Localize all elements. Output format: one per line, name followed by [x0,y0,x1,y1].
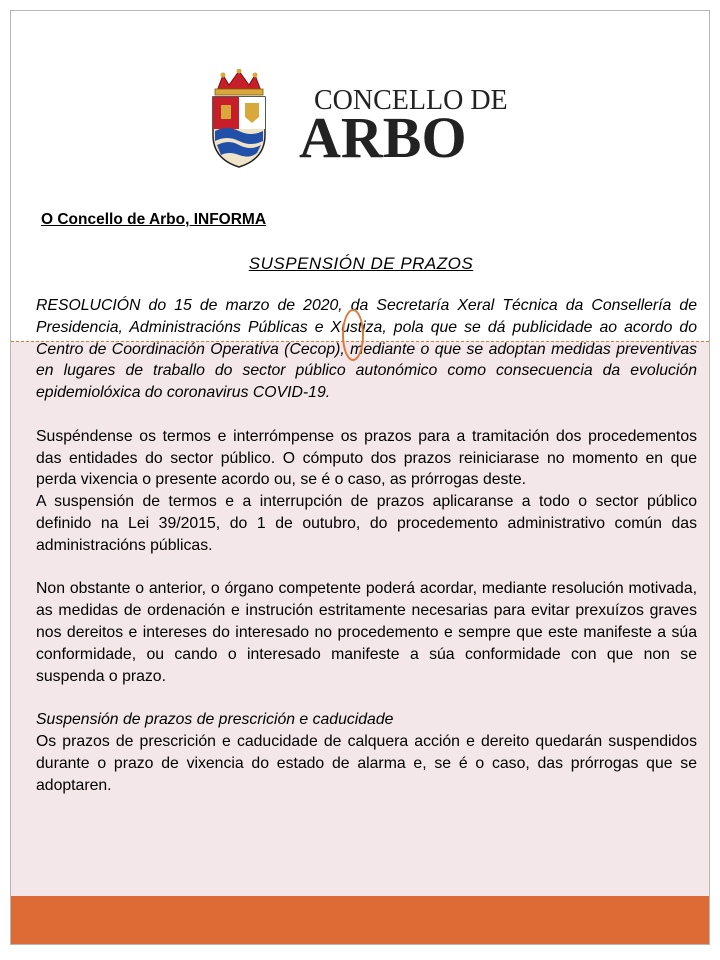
logo-line-2: ARBO [299,105,467,169]
informa-heading: O Concello de Arbo, INFORMA [41,211,267,228]
document-body [36,295,697,796]
concello-de-arbo-logo [199,69,549,169]
footer-bar [11,896,709,944]
resolution-paragraph: RESOLUCIÓN do 15 de marzo de 2020, da Secretaría Xeral Técnica da Consellería de Presidencia, Administracións Públicas e Xustiza, pola que se dá publicidade ao acordo do Centro de Coordinación Operativa (Cecop), mediante o que se adoptan medidas preventivas en lugares de traballo do sector público autonómico como consecuencia da evolución epidemiolóxica do coronavirus COVID-19. [36,297,697,402]
suspension-paragraph: Suspéndense os termos e interrómpense os prazos para a tramitación dos procedementos das entidades do sector público. O cómputo dos prazos reiniciarase no momento en que perda vixencia o presente acordo ou, se é o caso, as prórrogas deste. [36,427,697,489]
prescription-paragraph: Os prazos de prescrición e caducidade de calquera acción e dereito quedarán suspendidos durante o prazo de vixencia do estado de alarma e, se é o caso, das prórrogas que se adoptaren. [36,732,697,794]
highlight-circle [342,309,364,361]
scope-paragraph: A suspensión de termos e a interrupción de prazos aplicaranse a todo o sector público definido na Lei 39/2015, do 1 de outubro, do procedemento administrativo común das administracións públicas. [36,493,697,554]
exception-paragraph: Non obstante o anterior, o órgano competente poderá acordar, mediante resolución motivada, as medidas de ordenación e instrución estritamente necesarias para evitar prexuízos graves nos dereitos e intereses do interesado no procedemento e sempre que este manifeste a súa conformidade, ou cando o interesado manifeste a súa conformidade con que non se suspenda o prazo. [36,580,697,685]
page-title: SUSPENSIÓN DE PRAZOS [248,254,474,273]
subheading: Suspensión de prazos de prescrición e caducidade [36,711,394,729]
document-page [10,10,710,945]
logo-line-1: CONCELLO DE [314,85,508,116]
coat-of-arms-icon [199,69,549,169]
